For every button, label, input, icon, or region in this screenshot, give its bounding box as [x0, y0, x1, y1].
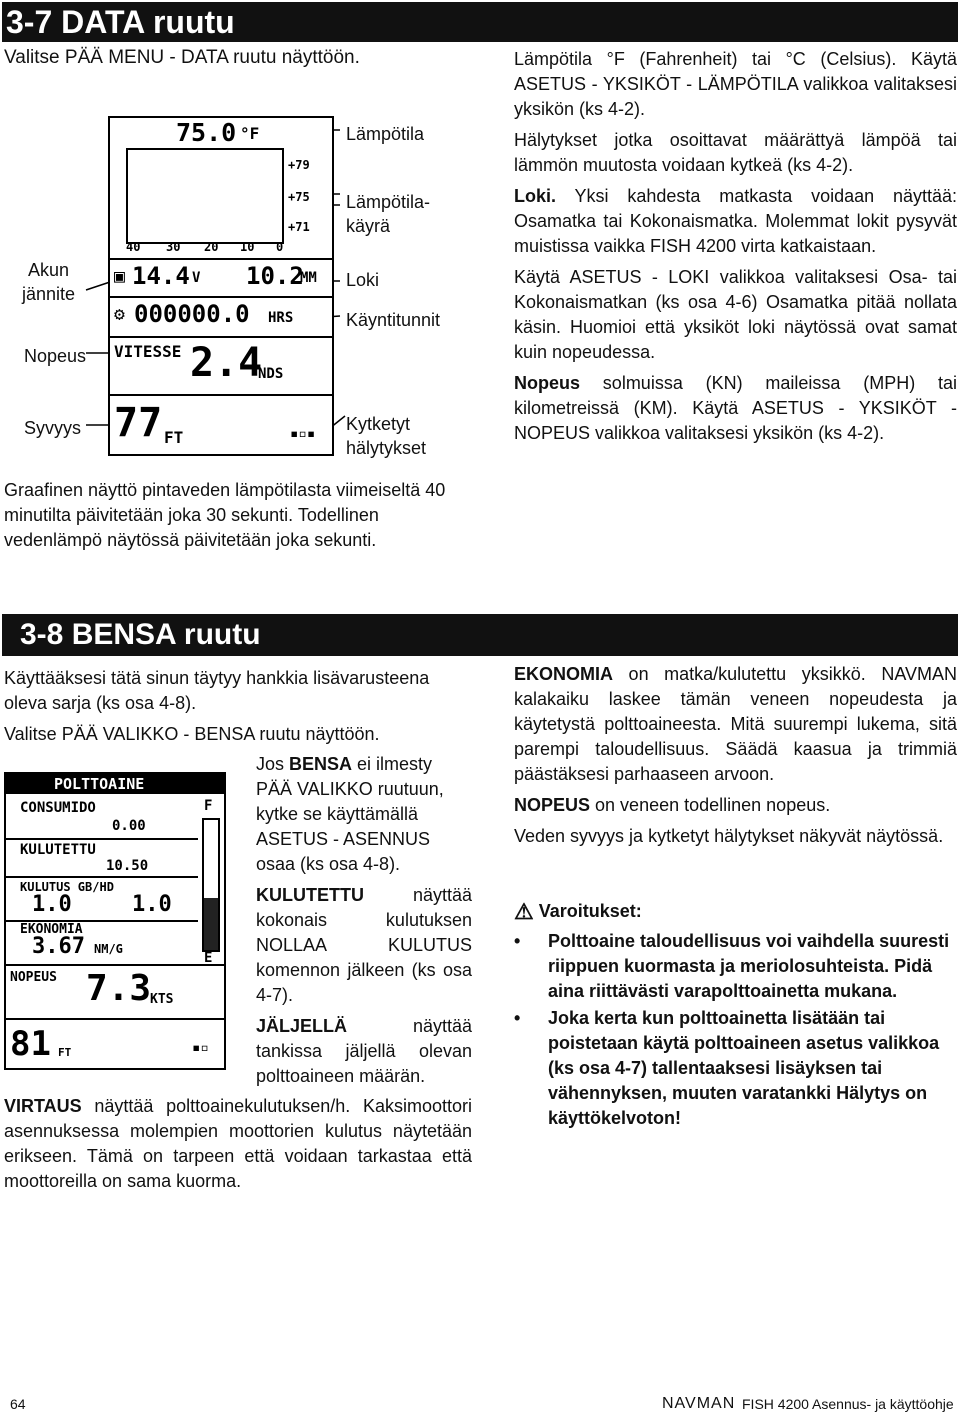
section-title: 3-8 BENSA ruutu — [20, 618, 261, 651]
label-akun-jannite: Akun jännite — [22, 260, 76, 304]
data-right-column — [514, 47, 957, 446]
x-ticks — [126, 240, 286, 254]
depth-mm-value: 10.2 — [246, 262, 304, 290]
nopeus-para — [514, 793, 957, 818]
nopeus-value: 7.3 — [86, 968, 152, 1009]
para-nopeus-text: solmuissa (KN) maileissa (MPH) tai kilometreissä (KM). Käytä ASETUS - YKSIKÖT - NOPEUS valikkoa valitaksesi yksikön (ks 4-2). — [514, 373, 957, 443]
ekonomia-value: 3.67 — [32, 934, 85, 959]
hours-unit: HRS — [268, 310, 294, 326]
consumido-value: 0.00 — [112, 818, 146, 834]
bensa-mid-column — [256, 752, 472, 1089]
depth-value: 81 — [10, 1024, 51, 1064]
depth-unit: FT — [58, 1046, 72, 1059]
bensa-screen — [4, 772, 226, 1070]
para-lampotila: Lämpötila °F (Fahrenheit) tai °C (Celsius). Käytä ASETUS - YKSIKÖT - LÄMPÖTILA valikkoa valitaksesi yksikön (ks 4-2). — [514, 49, 957, 119]
mid-para-2-bold: KULUTETTU — [256, 885, 364, 905]
virtaus-text: näyttää polttoainekulutuksen/h. Kaksimoottori asennuksessa molempien moottorien kulutus näytetään erikseen. Tämä on tarpeen että voidaan tarkastaa että moottoreilla on sama kuorma. — [4, 1096, 472, 1191]
x-tick: 30 — [166, 240, 181, 254]
warnings-heading — [514, 898, 957, 925]
warnings-title: Varoitukset: — [538, 901, 642, 921]
section-header-data — [2, 2, 958, 42]
ekonomia-para — [514, 662, 957, 787]
warning-text-2: Joka kerta kun polttoainetta lisätään tai poistetaan käytä polttoaineen asetus valikkoa (ks osa 4-7) tallentaaksesi lisäyksen tai vähennyksen, muuten varatankki Hälytys on käyttökelvoton! — [548, 1008, 940, 1128]
mid-para-2-text: näyttää kokonais kulutuksen NOLLAA KULUTUS komennon jälkeen (ks osa 4-7). — [256, 885, 472, 1005]
volt-value: 14.4 — [132, 262, 190, 290]
virtaus-para — [4, 1094, 472, 1194]
label-syvyys: Syvyys — [24, 418, 82, 438]
speed-value: 2.4 — [190, 340, 263, 386]
scale-top: +79 — [288, 158, 310, 172]
label-lampotila-kayra: Lämpötila- käyrä — [346, 192, 431, 236]
ekonomia-unit: NM/G — [94, 942, 123, 956]
temperature-graph — [126, 148, 284, 244]
bensa-intro-1: Käyttääksesi tätä sinun täytyy hankkia lisävarusteena oleva sarja (ks osa 4-8). — [4, 668, 430, 713]
data-caption: Graafinen näyttö pintaveden lämpötilasta viimeiseltä 40 minutilta päivitetään joka 30 sekunti. Todellinen vedenlämpö näytössä päivitetään joka sekunti. — [4, 480, 446, 550]
para-loki — [514, 184, 957, 259]
label-loki: Loki — [346, 270, 380, 290]
volt-unit: V — [192, 270, 201, 286]
warning-text-1: Polttoaine taloudellisuus voi vaihdella suuresti riippuen kuormasta ja meriolosuhteista. Pidä aina riittävästi varapolttoainetta mukana. — [548, 931, 950, 1001]
nopeus-label: NOPEUS — [10, 970, 57, 985]
scale-mid: +75 — [288, 190, 310, 204]
warning-bullet — [514, 1006, 957, 1131]
bullet-dot: • — [514, 931, 521, 951]
ekonomia-label: EKONOMIA — [20, 922, 83, 937]
hours-value: 000000.0 — [134, 300, 250, 328]
fuel-tank-gauge — [202, 818, 220, 952]
para-halytykset: Hälytykset jotka osoittavat määrättyä lämpöä tai lämmön muutosta voidaan kytkeä (ks 4-2). — [514, 130, 957, 175]
bensa-intro-2: Valitse PÄÄ VALIKKO - BENSA ruutu näyttöön. — [4, 724, 380, 744]
mid-para-3-text: näyttää tankissa jäljellä olevan polttoaineen määrän. — [256, 1016, 472, 1086]
depth-mm-unit: MM — [300, 270, 317, 286]
syvyys-para: Veden syvyys ja kytketyt hälytykset näkyvät näytössä. — [514, 826, 944, 846]
section-title: 3-7 DATA ruutu — [6, 4, 235, 40]
mid-para-2 — [256, 883, 472, 1008]
bensa-right-column — [514, 662, 957, 849]
para-loki-bold: Loki. — [514, 186, 557, 206]
kulutus-value-2: 1.0 — [132, 892, 172, 917]
x-tick: 40 — [126, 240, 141, 254]
kulutus-value-1: 1.0 — [32, 892, 72, 917]
label-kytketyt-halytykset: Kytketyt hälytykset — [346, 414, 427, 458]
data-intro: Valitse PÄÄ MENU - DATA ruutu näyttöön. — [4, 47, 360, 68]
nopeus-text: on veneen todellinen nopeus. — [590, 795, 831, 815]
kulutettu-label: KULUTETTU — [20, 842, 96, 858]
label-lampotila: Lämpötila — [346, 124, 425, 144]
depth-value: 77 — [114, 400, 163, 446]
para-loki-text: Yksi kahdesta matkasta voidaan näyttää: Osamatka tai Kokonaismatka. Molemmat lokit pysyvät muistissa vaikka FISH 4200 virta katkaistaan. — [514, 186, 957, 256]
para-loki-asetus: Käytä ASETUS - LOKI valikkoa valitaksesi Osa- tai Kokonaismatkan (ks osa 4-6) Osamatka pitää nollata käsin. Huomioi että yksiköt loki näytössä ovat samat kuin nopeudessa. — [514, 267, 957, 362]
mid-para-1-text: ei ilmesty PÄÄ VALIKKO ruutuun, kytke se käyttämällä ASETUS - ASENNUS osaa (ks osa 4-8). — [256, 754, 444, 874]
tank-full-label: F — [204, 798, 213, 814]
mid-para-3-bold: JÄLJELLÄ — [256, 1016, 348, 1036]
warning-bullet — [514, 929, 957, 1004]
bensa-screen-title: POLTTOAINE — [54, 775, 145, 793]
mid-para-1-bold: BENSA — [289, 754, 353, 774]
mid-para-1 — [256, 752, 472, 877]
para-nopeus — [514, 371, 957, 446]
warning-icon: ⚠ — [514, 899, 534, 924]
mid-para-3 — [256, 1014, 472, 1089]
alarm-icons: ▪▫▪ — [290, 426, 316, 442]
depth-unit: FT — [164, 428, 184, 447]
ekonomia-text: on matka/kulutettu yksikkö. NAVMAN kalakaiku laskee tämän veneen nopeudesta ja käytetystä polttoaineesta. Mitä suurempi lukema, sitä parempi taloudellisuus. Säädä kaasua ja trimmiä päästäksesi parhaaseen arvoon. — [514, 664, 957, 784]
kulutettu-value: 10.50 — [106, 858, 149, 874]
battery-icon: ▣ — [114, 266, 125, 287]
x-tick: 10 — [240, 240, 255, 254]
warnings-box — [514, 898, 957, 1131]
virtaus-bold: VIRTAUS — [4, 1096, 82, 1116]
bensa-screen-header — [6, 774, 224, 794]
speed-label: VITESSE — [114, 342, 182, 361]
page-number: 64 — [10, 1396, 26, 1412]
para-nopeus-bold: Nopeus — [514, 373, 581, 393]
x-tick: 0 — [276, 240, 284, 254]
nopeus-bold: NOPEUS — [514, 795, 591, 815]
mid-para-1-pre: Jos — [256, 754, 290, 774]
footer-brand: NAVMAN — [662, 1395, 736, 1412]
kulutus-label: KULUTUS GB/HD — [20, 880, 114, 894]
label-kayntitunnit: Käyntitunnit — [346, 310, 441, 330]
fuel-level — [204, 898, 218, 950]
tank-empty-label: E — [204, 950, 213, 966]
alarm-icons: ▪▫ — [192, 1040, 209, 1056]
bullet-dot: • — [514, 1008, 521, 1028]
data-screen — [108, 116, 334, 456]
section-header-bensa — [2, 614, 958, 656]
ekonomia-bold: EKONOMIA — [514, 664, 613, 684]
scale-bot: +71 — [288, 220, 310, 234]
temp-unit: °F — [240, 124, 260, 143]
x-tick: 20 — [204, 240, 219, 254]
speed-unit: NDS — [258, 366, 284, 382]
footer-title: FISH 4200 Asennus- ja käyttöohje — [742, 1396, 954, 1412]
nopeus-unit: KTS — [150, 992, 174, 1007]
consumido-label: CONSUMIDO — [20, 800, 96, 816]
label-nopeus: Nopeus — [24, 346, 87, 366]
temp-value: 75.0 — [176, 118, 237, 147]
engine-icon: ⚙ — [114, 304, 125, 325]
